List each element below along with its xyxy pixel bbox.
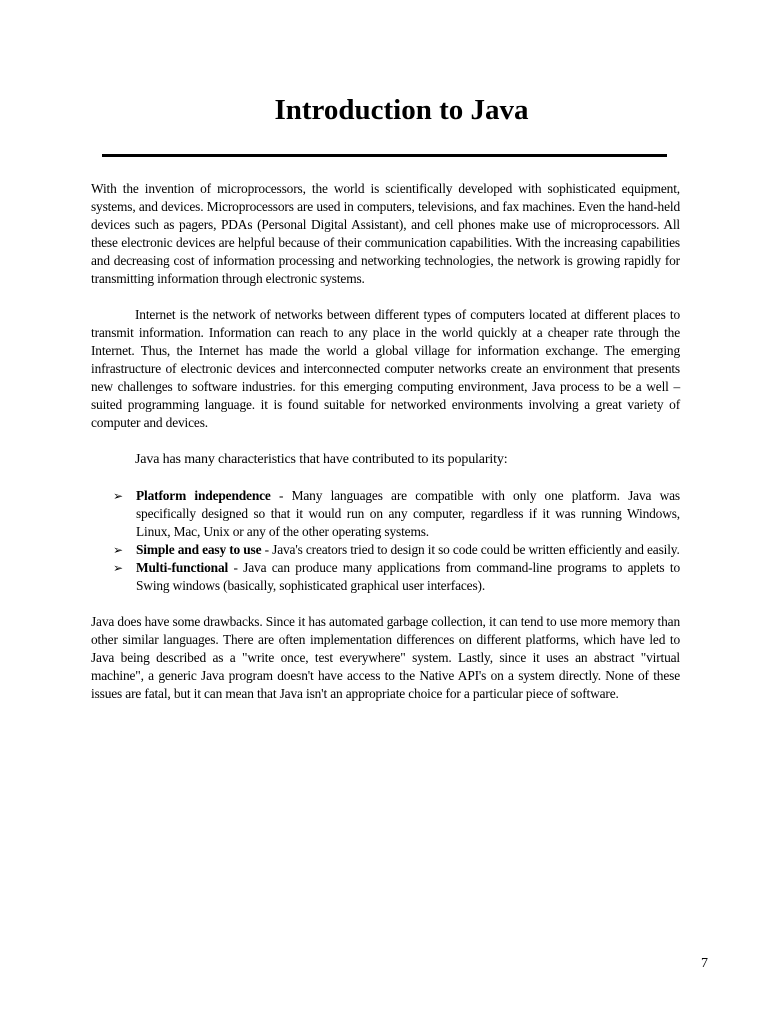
paragraph-drawbacks: Java does have some drawbacks. Since it has automated garbage collection, it can tend to use more memory than other similar languages. There are often implementation differences on different platforms, which have led to Java being described as a "write once, test everywhere" system. Lastly, since it uses an abstract "virtual machine", a generic Java program doesn't have access to the Native API's on a system directly. None of these issues are fatal, but it can mean that Java isn't an appropriate choice for a particular piece of software. (91, 614, 680, 701)
list-item-term: Simple and easy to use (136, 542, 262, 557)
page-number: 7 (701, 956, 708, 971)
document-body (91, 180, 680, 703)
list-item (113, 541, 680, 559)
list-item (113, 559, 680, 595)
list-item-text: - Many languages are compatible with only one platform. Java was specifically designed so that it would run on any computer, regardless if it was running Windows, Linux, Mac, Unix or any of the other operating systems. (136, 488, 680, 539)
title-underline (102, 154, 667, 157)
arrow-bullet-icon: ➢ (113, 543, 123, 557)
page-title: Introduction to Java (274, 94, 529, 126)
list-item-term: Multi-functional (136, 560, 229, 575)
list-item-text: - Java can produce many applications from command-line programs to applets to Swing windows (basically, sophisticated graphical user interfaces). (136, 560, 680, 593)
paragraph-internet: Internet is the network of networks between different types of computers located at different places to transmit information. Information can reach to any place in the world quickly at a cheaper rate through the Internet. Thus, the Internet has made the world a global village for information exchange. The emerging infrastructure of electronic devices and interconnected computer networks create an environment that presents new challenges to software industries. for this emerging computing environment, Java process to be a well – suited programming language. it is found suitable for networked environments involving a great variety of computer and devices. (91, 307, 680, 430)
paragraph-microprocessors: With the invention of microprocessors, the world is scientifically developed with sophisticated equipment, systems, and devices. Microprocessors are used in computers, televisions, and fax machines. Even the hand-held devices such as pagers, PDAs (Personal Digital Assistant), and cell phones make use of microprocessors. All these electronic devices are helpful because of their communication capabilities. With the increasing capabilities and decreasing cost of information processing and networking technologies, the network is growing rapidly for transmitting information through electronic systems. (91, 181, 680, 286)
characteristics-list (91, 487, 680, 595)
paragraph-gap (91, 595, 680, 613)
paragraph-characteristics-intro: Java has many characteristics that have contributed to its popularity: (135, 452, 508, 467)
paragraph-gap (91, 469, 680, 487)
list-item-term: Platform independence (136, 488, 271, 503)
list-item (113, 487, 680, 541)
paragraph-gap (91, 432, 680, 450)
paragraph-gap (91, 288, 680, 306)
arrow-bullet-icon: ➢ (113, 561, 123, 575)
arrow-bullet-icon: ➢ (113, 489, 123, 503)
list-item-text: - Java's creators tried to design it so code could be written efficiently and easily. (261, 542, 680, 557)
